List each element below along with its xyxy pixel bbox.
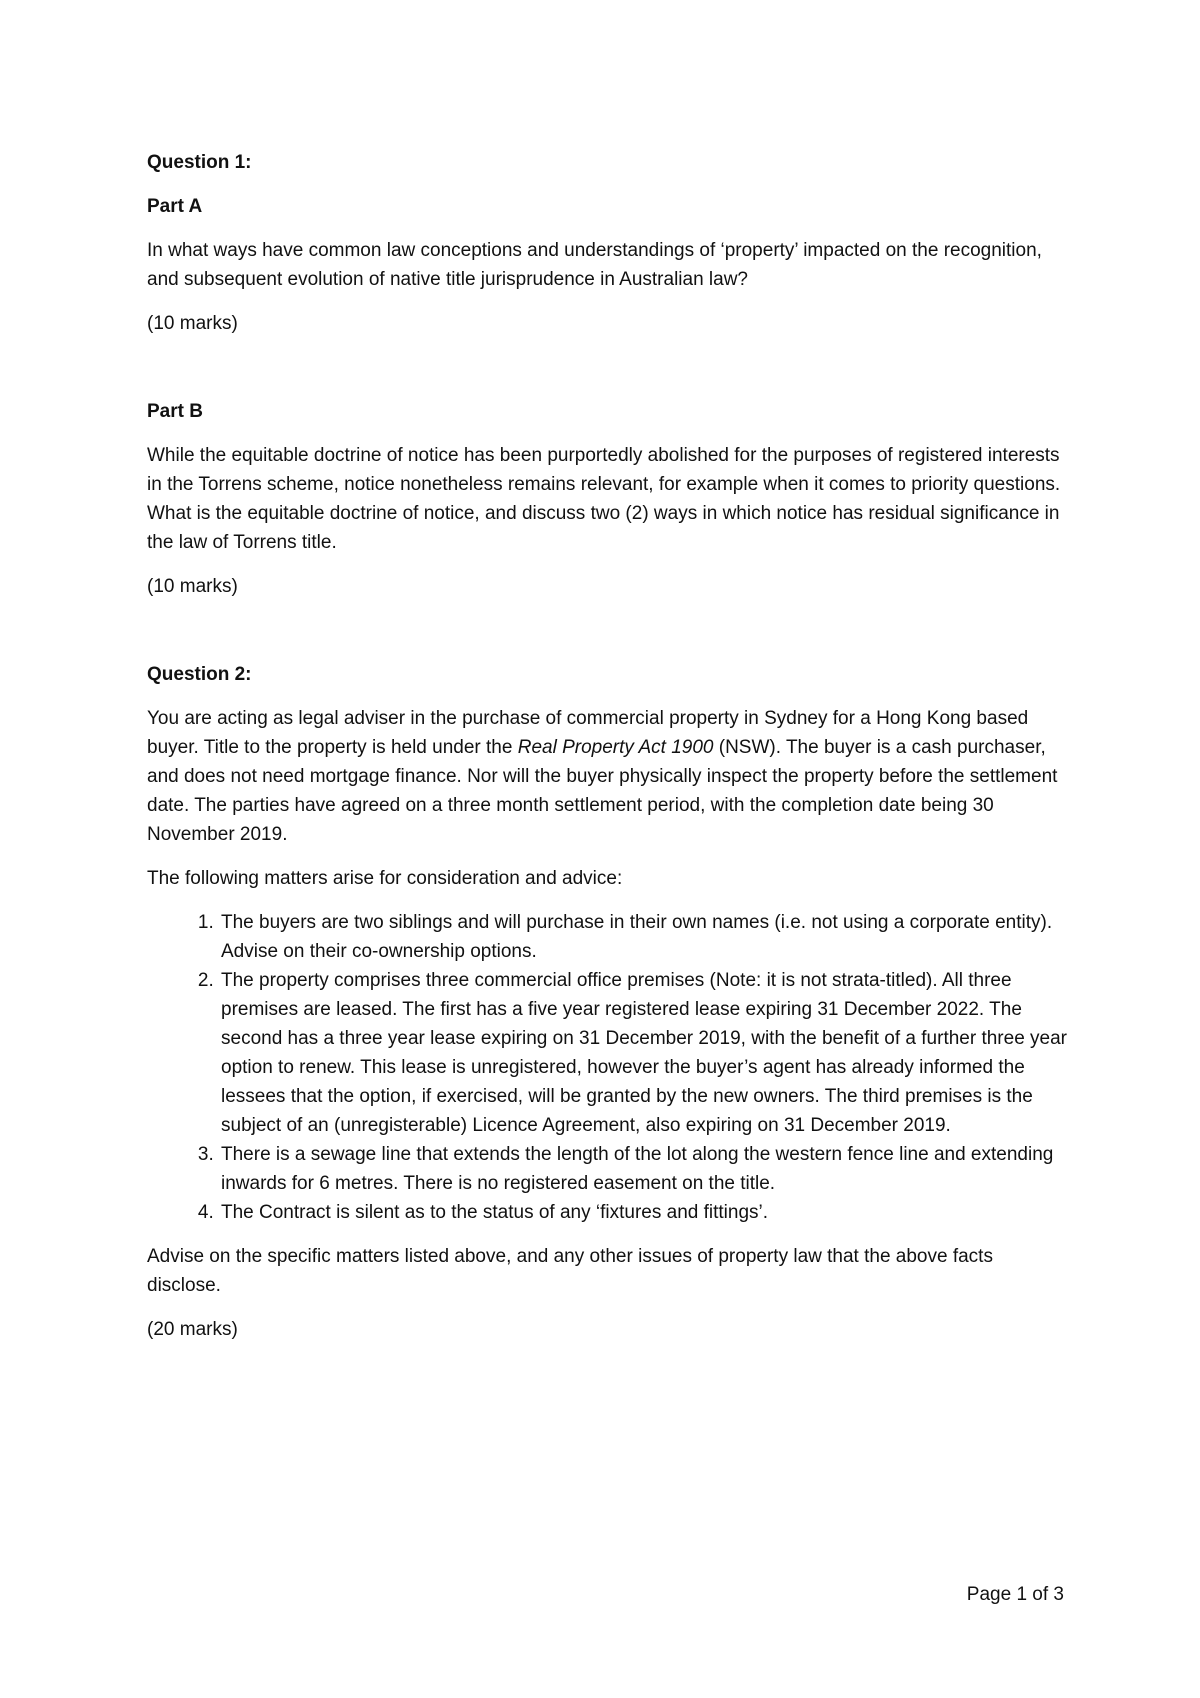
list-item: 2. The property comprises three commercial office premises (Note: it is not strata-titled). All three premises are leased. The first has a five year registered lease expiring 31 December 2022. The second has a three year lease expiring on 31 December 2019, with the benefit of a further three year option to renew. This lease is unregistered, however the buyer’s agent has already informed the lessees that the option, if exercised, will be granted by the new owners. The third premises is the subject of an (unregisterable) Licence Agreement, also expiring on 31 December 2019. <box>219 966 1067 1140</box>
intro-after-act: (NSW). The buyer is a cash purchaser, and does not need mortgage finance. Nor will the buyer physically inspect the property before the settlement date. The parties have agreed on a three month settlement period, with the completion date being 30 November 2019. <box>147 737 1058 845</box>
matters-intro: The following matters arise for consideration and advice: <box>147 868 623 889</box>
part-a-title: Part A <box>147 196 203 217</box>
matters-list <box>147 908 1067 1227</box>
list-item: 3. There is a sewage line that extends the length of the lot along the western fence line and extending inwards for 6 metres. There is no registered easement on the title. <box>219 1140 1067 1198</box>
part-a-text: In what ways have common law conceptions and understandings of ‘property’ impacted on the recognition, and subsequent evolution of native title jurisprudence in Australian law? <box>147 240 1042 290</box>
spacer <box>147 353 1067 397</box>
question-2-marks: (20 marks) <box>147 1319 238 1340</box>
question-1-title: Question 1: <box>147 152 252 173</box>
act-name: Real Property Act 1900 <box>517 737 714 758</box>
list-item: 1. The buyers are two siblings and will purchase in their own names (i.e. not using a corporate entity). Advise on their co-ownership options. <box>219 908 1067 966</box>
part-b-title: Part B <box>147 401 203 422</box>
part-b-marks: (10 marks) <box>147 576 238 597</box>
closing-instruction: Advise on the specific matters listed above, and any other issues of property law that the above facts disclose. <box>147 1246 993 1296</box>
exam-page <box>147 148 1067 1359</box>
part-b-text: While the equitable doctrine of notice has been purportedly abolished for the purposes of registered interests in the Torrens scheme, notice nonetheless remains relevant, for example when it comes to priority questions. What is the equitable doctrine of notice, and discuss two (2) ways in which notice has residual significance in the law of Torrens title. <box>147 445 1061 553</box>
list-item: 4. The Contract is silent as to the status of any ‘fixtures and fittings’. <box>219 1198 1067 1227</box>
question-2-title: Question 2: <box>147 664 252 685</box>
page-number: Page 1 of 3 <box>966 1584 1064 1605</box>
intro-before-act: You are acting as legal adviser in the purchase of commercial property in Sydney for a Hong Kong based buyer. Title to the property is held under the <box>147 708 1029 758</box>
spacer <box>147 616 1067 660</box>
question-2-intro <box>147 704 1067 849</box>
part-a-marks: (10 marks) <box>147 313 238 334</box>
